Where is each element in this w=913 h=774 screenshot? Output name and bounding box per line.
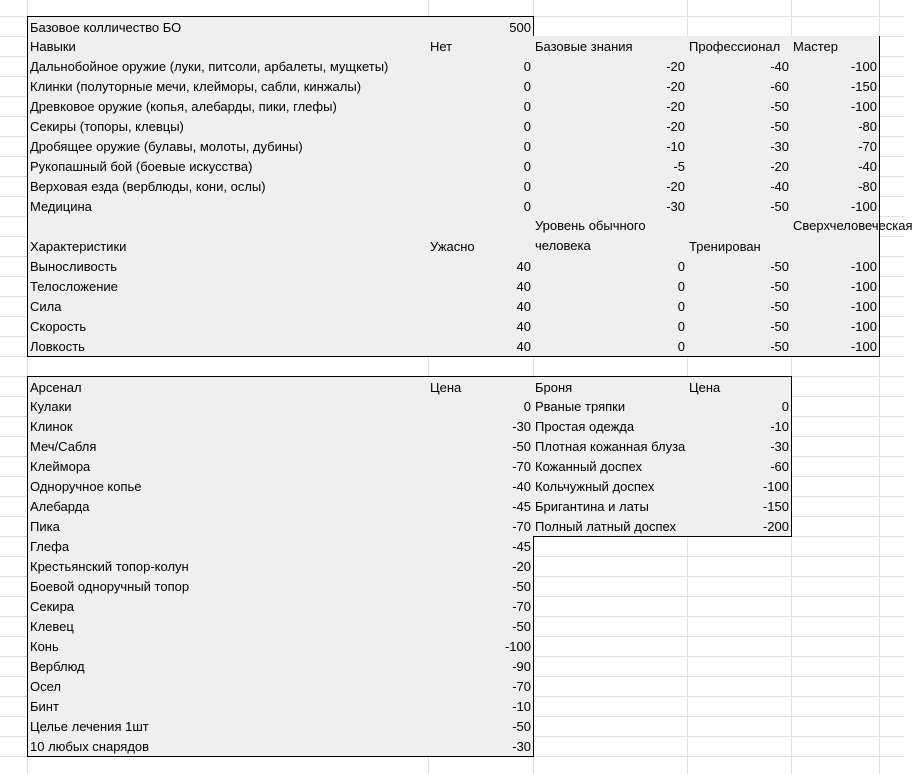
- stats-header-1[interactable]: Ужасно: [428, 216, 534, 257]
- skill-cost-cell[interactable]: -30: [533, 196, 688, 217]
- stat-cost-cell[interactable]: 40: [428, 296, 534, 317]
- armor-item-price[interactable]: -10: [687, 416, 792, 437]
- arsenal-item-price[interactable]: -45: [428, 536, 534, 557]
- arsenal-item-price[interactable]: -70: [428, 516, 534, 537]
- arsenal-item-price[interactable]: -30: [428, 736, 534, 757]
- skill-name-cell[interactable]: Клинки (полуторные мечи, клейморы, сабли, кинжалы): [27, 76, 429, 97]
- skill-cost-cell[interactable]: -5: [533, 156, 688, 177]
- stat-cost-cell[interactable]: 0: [533, 256, 688, 277]
- arsenal-item-price[interactable]: -70: [428, 456, 534, 477]
- stats-header-2[interactable]: Уровень обычного человека: [533, 216, 688, 257]
- armor-item-price[interactable]: 0: [687, 396, 792, 417]
- arsenal-item-name[interactable]: Клевец: [27, 616, 429, 637]
- arsenal-item-price[interactable]: -90: [428, 656, 534, 677]
- skill-cost-cell[interactable]: -20: [533, 176, 688, 197]
- stats-header-0[interactable]: Характеристики: [27, 216, 429, 257]
- skills-header-1[interactable]: Нет: [428, 36, 534, 57]
- stat-cost-cell[interactable]: -50: [687, 336, 792, 357]
- skill-cost-cell[interactable]: 0: [428, 76, 534, 97]
- arsenal-item-price[interactable]: -40: [428, 476, 534, 497]
- arsenal-item-name[interactable]: Бинт: [27, 696, 429, 717]
- skill-cost-cell[interactable]: 0: [428, 156, 534, 177]
- arsenal-header-price[interactable]: Цена: [428, 376, 534, 397]
- skill-cost-cell[interactable]: -40: [687, 56, 792, 77]
- stats-header-3[interactable]: Тренирован: [687, 216, 792, 257]
- skill-cost-cell[interactable]: -40: [791, 156, 880, 177]
- skill-name-cell[interactable]: Рукопашный бой (боевые искусства): [27, 156, 429, 177]
- stat-name-cell[interactable]: Скорость: [27, 316, 429, 337]
- skill-cost-cell[interactable]: -50: [687, 116, 792, 137]
- stat-cost-cell[interactable]: 40: [428, 316, 534, 337]
- arsenal-item-price[interactable]: -100: [428, 636, 534, 657]
- stat-cost-cell[interactable]: -50: [687, 276, 792, 297]
- armor-item-price[interactable]: -100: [687, 476, 792, 497]
- skills-header-3[interactable]: Профессионал: [687, 36, 792, 57]
- stat-cost-cell[interactable]: 0: [533, 316, 688, 337]
- armor-item-name[interactable]: Плотная кожанная блуза: [533, 436, 688, 457]
- stats-header-4[interactable]: Сверхчеловеческая: [791, 216, 880, 257]
- arsenal-item-price[interactable]: -20: [428, 556, 534, 577]
- stat-cost-cell[interactable]: 0: [533, 276, 688, 297]
- skill-cost-cell[interactable]: -80: [791, 116, 880, 137]
- skill-cost-cell[interactable]: -20: [533, 96, 688, 117]
- skill-cost-cell[interactable]: 0: [428, 136, 534, 157]
- arsenal-item-name[interactable]: Алебарда: [27, 496, 429, 517]
- arsenal-item-name[interactable]: Осел: [27, 676, 429, 697]
- armor-item-price[interactable]: -60: [687, 456, 792, 477]
- skill-cost-cell[interactable]: -80: [791, 176, 880, 197]
- arsenal-item-price[interactable]: -45: [428, 496, 534, 517]
- skill-cost-cell[interactable]: -100: [791, 56, 880, 77]
- skill-cost-cell[interactable]: -100: [791, 196, 880, 217]
- armor-item-price[interactable]: -30: [687, 436, 792, 457]
- armor-item-name[interactable]: Кольчужный доспех: [533, 476, 688, 497]
- armor-item-name[interactable]: Полный латный доспех: [533, 516, 688, 537]
- stat-name-cell[interactable]: Выносливость: [27, 256, 429, 277]
- arsenal-item-price[interactable]: -50: [428, 716, 534, 737]
- arsenal-item-name[interactable]: Секира: [27, 596, 429, 617]
- skill-cost-cell[interactable]: -60: [687, 76, 792, 97]
- armor-item-name[interactable]: Бригантина и латы: [533, 496, 688, 517]
- stat-cost-cell[interactable]: -50: [687, 316, 792, 337]
- arsenal-item-name[interactable]: Целье лечения 1шт: [27, 716, 429, 737]
- arsenal-item-price[interactable]: -50: [428, 616, 534, 637]
- arsenal-item-price[interactable]: -30: [428, 416, 534, 437]
- skill-cost-cell[interactable]: -20: [533, 76, 688, 97]
- arsenal-item-price[interactable]: -50: [428, 436, 534, 457]
- stat-name-cell[interactable]: Телосложение: [27, 276, 429, 297]
- skill-name-cell[interactable]: Дальнобойное оружие (луки, питсоли, арбалеты, мущкеты): [27, 56, 429, 77]
- skill-name-cell[interactable]: Медицина: [27, 196, 429, 217]
- skill-cost-cell[interactable]: -20: [687, 156, 792, 177]
- armor-item-name[interactable]: Рваные тряпки: [533, 396, 688, 417]
- arsenal-item-name[interactable]: Верблюд: [27, 656, 429, 677]
- arsenal-item-name[interactable]: Клинок: [27, 416, 429, 437]
- skills-header-4[interactable]: Мастер: [791, 36, 880, 57]
- skill-cost-cell[interactable]: 0: [428, 56, 534, 77]
- skill-name-cell[interactable]: Верховая езда (верблюды, кони, ослы): [27, 176, 429, 197]
- skill-cost-cell[interactable]: -70: [791, 136, 880, 157]
- stat-name-cell[interactable]: Ловкость: [27, 336, 429, 357]
- skill-cost-cell[interactable]: 0: [428, 176, 534, 197]
- skill-cost-cell[interactable]: 0: [428, 116, 534, 137]
- stat-cost-cell[interactable]: 40: [428, 256, 534, 277]
- skill-cost-cell[interactable]: -50: [687, 196, 792, 217]
- arsenal-item-name[interactable]: Глефа: [27, 536, 429, 557]
- skill-cost-cell[interactable]: 0: [428, 196, 534, 217]
- arsenal-item-price[interactable]: -70: [428, 596, 534, 617]
- arsenal-header-name[interactable]: Арсенал: [27, 376, 429, 397]
- stat-cost-cell[interactable]: -50: [687, 256, 792, 277]
- armor-item-name[interactable]: Кожанный доспех: [533, 456, 688, 477]
- arsenal-item-name[interactable]: Клеймора: [27, 456, 429, 477]
- armor-header-price[interactable]: Цена: [687, 376, 792, 397]
- stat-cost-cell[interactable]: -50: [687, 296, 792, 317]
- skill-cost-cell[interactable]: -150: [791, 76, 880, 97]
- stat-cost-cell[interactable]: -100: [791, 296, 880, 317]
- arsenal-item-name[interactable]: 10 любых снарядов: [27, 736, 429, 757]
- arsenal-item-name[interactable]: Боевой одноручный топор: [27, 576, 429, 597]
- skill-cost-cell[interactable]: -40: [687, 176, 792, 197]
- stat-cost-cell[interactable]: -100: [791, 256, 880, 277]
- arsenal-item-name[interactable]: Меч/Сабля: [27, 436, 429, 457]
- stat-cost-cell[interactable]: -100: [791, 336, 880, 357]
- skill-name-cell[interactable]: Секиры (топоры, клевцы): [27, 116, 429, 137]
- arsenal-item-price[interactable]: -10: [428, 696, 534, 717]
- stat-cost-cell[interactable]: 0: [533, 296, 688, 317]
- skill-cost-cell[interactable]: -20: [533, 56, 688, 77]
- skill-name-cell[interactable]: Древковое оружие (копья, алебарды, пики, глефы): [27, 96, 429, 117]
- arsenal-item-name[interactable]: Крестьянский топор-колун: [27, 556, 429, 577]
- stat-cost-cell[interactable]: 40: [428, 276, 534, 297]
- skill-cost-cell[interactable]: -50: [687, 96, 792, 117]
- arsenal-item-name[interactable]: Кулаки: [27, 396, 429, 417]
- base-label-cell[interactable]: Базовое колличество БО: [27, 16, 429, 37]
- skill-cost-cell[interactable]: -20: [533, 116, 688, 137]
- armor-header-name[interactable]: Броня: [533, 376, 688, 397]
- stat-cost-cell[interactable]: -100: [791, 276, 880, 297]
- skill-cost-cell[interactable]: -30: [687, 136, 792, 157]
- skills-header-2[interactable]: Базовые знания: [533, 36, 688, 57]
- skill-cost-cell[interactable]: -10: [533, 136, 688, 157]
- arsenal-item-price[interactable]: -50: [428, 576, 534, 597]
- skills-header-0[interactable]: Навыки: [27, 36, 429, 57]
- stat-cost-cell[interactable]: 0: [533, 336, 688, 357]
- base-value-cell[interactable]: 500: [428, 16, 534, 37]
- armor-item-price[interactable]: -200: [687, 516, 792, 537]
- skill-cost-cell[interactable]: -100: [791, 96, 880, 117]
- stat-cost-cell[interactable]: 40: [428, 336, 534, 357]
- arsenal-item-price[interactable]: 0: [428, 396, 534, 417]
- armor-item-name[interactable]: Простая одежда: [533, 416, 688, 437]
- arsenal-item-name[interactable]: Одноручное копье: [27, 476, 429, 497]
- arsenal-item-name[interactable]: Конь: [27, 636, 429, 657]
- arsenal-item-price[interactable]: -70: [428, 676, 534, 697]
- stat-name-cell[interactable]: Сила: [27, 296, 429, 317]
- armor-item-price[interactable]: -150: [687, 496, 792, 517]
- stat-cost-cell[interactable]: -100: [791, 316, 880, 337]
- arsenal-item-name[interactable]: Пика: [27, 516, 429, 537]
- skill-name-cell[interactable]: Дробящее оружие (булавы, молоты, дубины): [27, 136, 429, 157]
- skill-cost-cell[interactable]: 0: [428, 96, 534, 117]
